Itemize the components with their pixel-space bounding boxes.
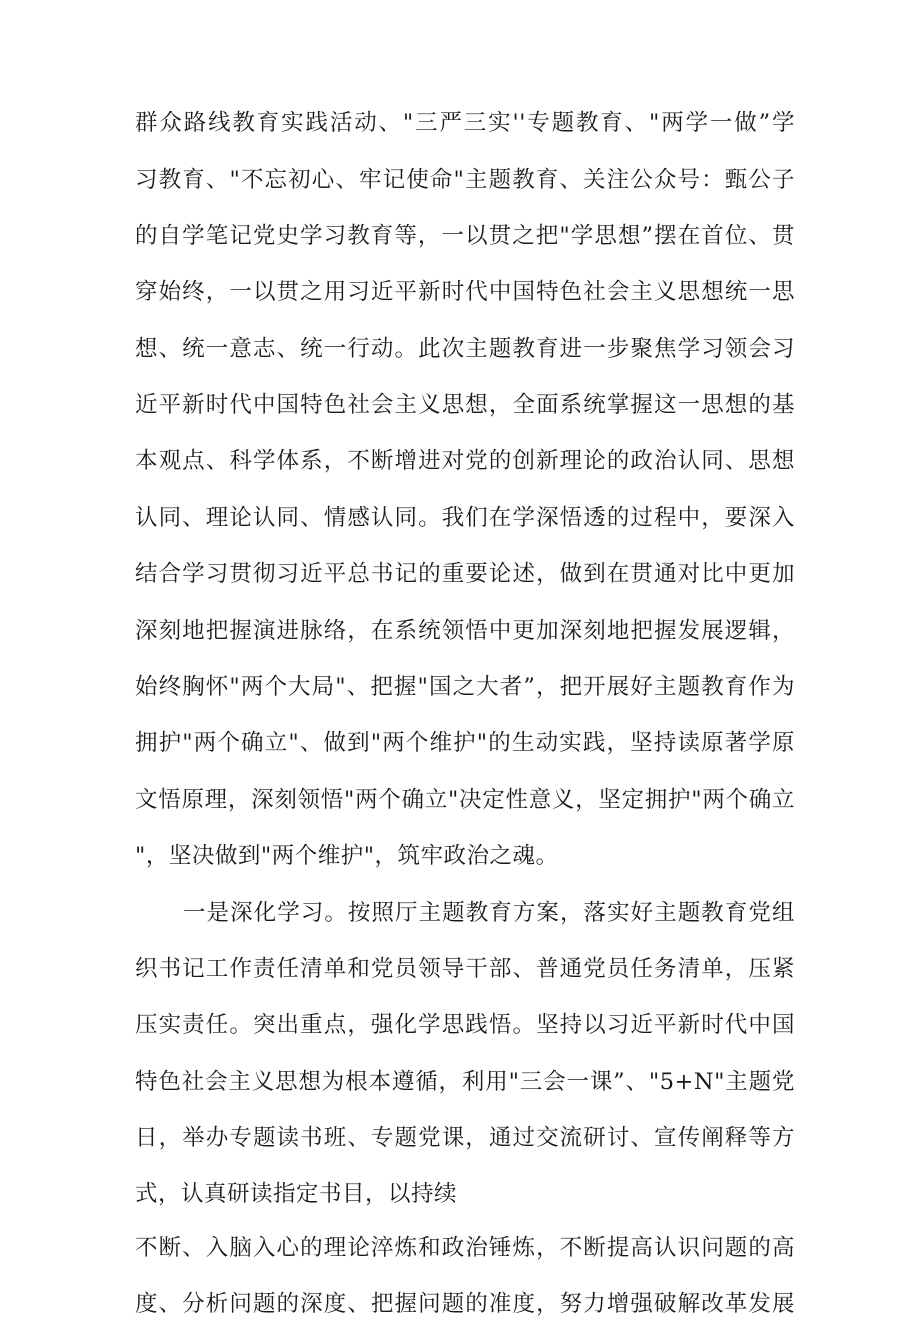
text-line: 结合学习贯彻习近平总书记的重要论述，做到在贯通对比中更加	[135, 561, 795, 587]
text-line: 压实责任。突出重点，强化学思践悟。坚持以习近平新时代中国	[135, 1012, 795, 1038]
text-line: 日，举办专题读书班、专题党课，通过交流研讨、宣传阐释等方	[135, 1125, 795, 1151]
text-line: 特色社会主义思想为根本遵循，利用"三会一课”、"5+N"主题党	[135, 1069, 795, 1095]
text-line: 近平新时代中国特色社会主义思想，全面系统掌握这一思想的基	[135, 392, 795, 418]
text-line: 认同、理论认同、情感认同。我们在学深悟透的过程中，要深入	[135, 505, 795, 531]
paragraph-end-line: "，坚决做到"两个维护"，筑牢政治之魂。	[135, 843, 559, 869]
paragraph-end-line: 式，认真研读指定书目，以持续	[135, 1181, 458, 1207]
text-line: 文悟原理，深刻领悟"两个确立"决定性意义，坚定拥护"两个确立	[135, 787, 795, 813]
paragraph-first-line: 一是深化学习。按照厅主题教育方案，落实好主题教育党组	[183, 900, 795, 926]
text-line: 想、统一意志、统一行动。此次主题教育进一步聚焦学习领会习	[135, 336, 795, 362]
text-line: 始终胸怀"两个大局"、把握"国之大者”，把开展好主题教育作为	[135, 674, 795, 700]
text-line: 拥护"两个确立"、做到"两个维护"的生动实践，坚持读原著学原	[135, 730, 795, 756]
text-line: 的自学笔记党史学习教育等，一以贯之把"学思想”摆在首位、贯	[135, 223, 795, 249]
text-line: 本观点、科学体系，不断增进对党的创新理论的政治认同、思想	[135, 448, 795, 474]
text-line: 群众路线教育实践活动、"三严三实''专题教育、"两学一做”学	[135, 110, 795, 136]
text-line: 穿始终，一以贯之用习近平新时代中国特色社会主义思想统一思	[135, 279, 795, 305]
text-line: 度、分析问题的深度、把握问题的准度，努力增强破解改革发展	[135, 1291, 795, 1317]
text-line: 不断、入脑入心的理论淬炼和政治锤炼，不断提高认识问题的高	[135, 1235, 795, 1261]
text-line: 织书记工作责任清单和党员领导干部、普通党员任务清单，压紧	[135, 956, 795, 982]
text-line: 深刻地把握演进脉络，在系统领悟中更加深刻地把握发展逻辑，	[135, 618, 795, 644]
text-line: 习教育、"不忘初心、牢记使命"主题教育、关注公众号：甄公子	[135, 167, 795, 193]
